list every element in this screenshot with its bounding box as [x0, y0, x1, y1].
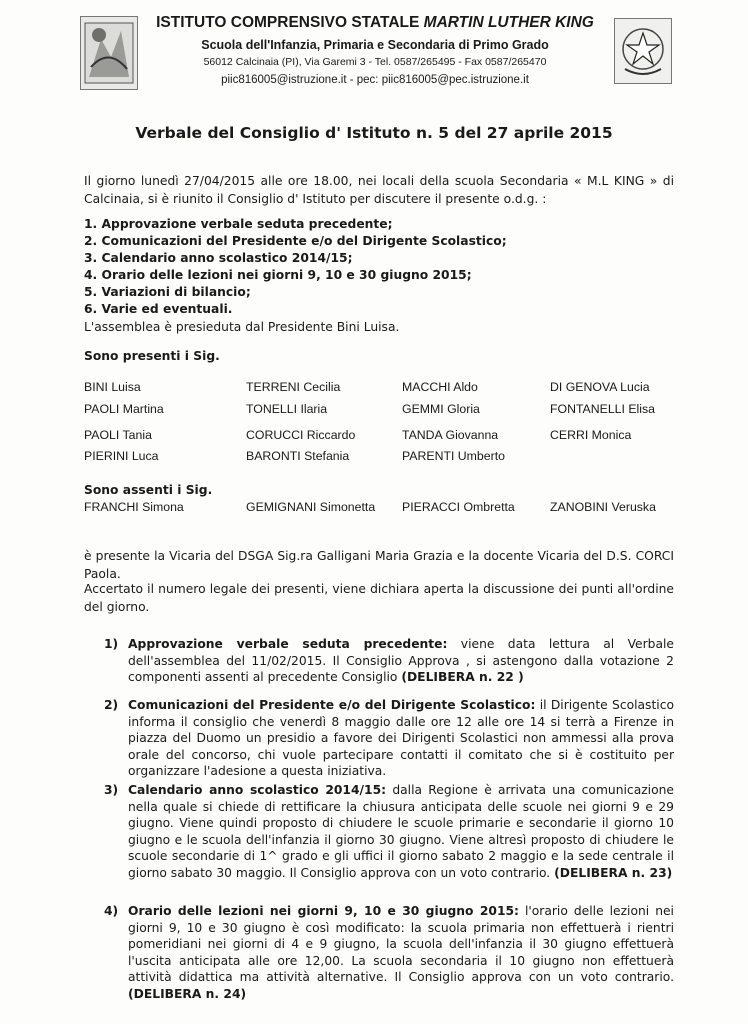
- discussion-item: [104, 636, 674, 686]
- item-delibera: (DELIBERA n. 22 ): [401, 670, 524, 684]
- item-heading: Comunicazioni del Presidente e/o del Dirigente Scolastico:: [128, 698, 536, 712]
- item-delibera: (DELIBERA n. 24): [128, 986, 247, 1001]
- absent-member: PIERACCI Ombretta: [402, 500, 515, 514]
- discussion-item: [104, 697, 674, 780]
- absent-member: FRANCHI Simona: [84, 500, 184, 514]
- document-title: Verbale del Consiglio d' Istituto n. 5 del 27 aprile 2015: [135, 124, 613, 142]
- agenda-item: 6. Varie ed eventuali.: [84, 302, 233, 316]
- item-text: il Dirigente Scolastico informa il consiglio che venerdì 8 maggio dalle ore 12 alle ore 14 si terrà a Firenze in piazza del Duomo un presidio a favore dei Dirigenti Scolastici non ammessi alla prova orale del concorso, chi vuole partecipare contatti il comitato che si è costituito per organizzare l'adesione a questa iniziativa.: [128, 698, 674, 778]
- school-emails: piic816005@istruzione.it - pec: piic816005@pec.istruzione.it: [221, 74, 529, 86]
- quorum-paragraph: Accertato il numero legale dei presenti, viene dichiara aperta la discussione dei punti all'ordine del giorno.: [84, 582, 674, 614]
- agenda-list: [84, 216, 507, 318]
- item-number: 2): [104, 698, 119, 712]
- item-number: 4): [104, 904, 119, 918]
- present-member: CORUCCI Riccardo: [246, 428, 356, 442]
- item-number: 1): [104, 637, 119, 651]
- present-member: FONTANELLI Elisa: [550, 402, 656, 416]
- item-text: viene data lettura al Verbale dell'assemblea del 11/02/2015. Il Consiglio Approva , si astengono dalla votazione 2 componenti assenti al precedente Consiglio: [128, 637, 674, 684]
- school-name-italic: MARTIN LUTHER KING: [423, 14, 594, 31]
- present-member: PAOLI Martina: [84, 402, 164, 416]
- republic-emblem: [614, 18, 672, 84]
- agenda-item: 1. Approvazione verbale seduta precedente;: [84, 217, 393, 231]
- present-member: PAOLI Tania: [84, 428, 152, 442]
- school-subtitle: Scuola dell'Infanzia, Primaria e Secondaria di Primo Grado: [201, 38, 549, 52]
- agenda-item: 3. Calendario anno scolastico 2014/15;: [84, 251, 353, 265]
- present-member: PARENTI Umberto: [402, 449, 505, 463]
- item-heading: Approvazione verbale seduta precedente:: [128, 637, 448, 651]
- agenda-item: 5. Variazioni di bilancio;: [84, 285, 251, 299]
- school-name-prefix: ISTITUTO COMPRENSIVO STATALE: [156, 14, 424, 31]
- absent-member: ZANOBINI Veruska: [550, 500, 656, 514]
- discussion-item: [104, 782, 674, 881]
- present-member: BINI Luisa: [84, 380, 141, 394]
- present-member: PIERINI Luca: [84, 449, 159, 463]
- present-member: BARONTI Stefania: [246, 449, 350, 463]
- present-member: TANDA Giovanna: [402, 428, 499, 442]
- discussion-item: [104, 903, 674, 1002]
- school-logo: [80, 16, 138, 90]
- present-heading: Sono presenti i Sig.: [84, 349, 220, 363]
- item-delibera: (DELIBERA n. 23): [554, 865, 673, 880]
- agenda-item: 2. Comunicazioni del Presidente e/o del Dirigente Scolastico;: [84, 234, 507, 248]
- school-name: [140, 14, 610, 32]
- absent-heading: Sono assenti i Sig.: [84, 483, 213, 497]
- item-text: dalla Regione è arrivata una comunicazione nella quale si chiede di rettificare la chiusura anticipata delle scuole nei giorni 9 e 29 giugno. Viene quindi proposto di chiudere le scuole primarie e secondarie il giorno 10 giugno e le scuola dell'infanzia il giorno 30 giugno. Viene altresì proposto di chiudere le scuole secondarie di 1^ grado e gli uffici il giorno sabato 2 maggio e la sede centrale il giorno sabato 30 maggio. Il Consiglio approva con un voto contrario.: [128, 783, 674, 880]
- agenda-item: 4. Orario delle lezioni nei giorni 9, 10 e 30 giugno 2015;: [84, 268, 472, 282]
- present-member: GEMMI Gloria: [402, 402, 480, 416]
- present-member: DI GENOVA Lucia: [550, 380, 650, 394]
- item-text: l'orario delle lezioni nei giorni 9, 10 e 30 giugno è così modificato: la scuola primaria non effettuerà i rientri pomeridiani nei giorni di 4 e 9 giugno, la scuola dell'infanzia il 30 giugno effettuerà l'uscita anticipata alle ore 12,00. La scuola secondaria il 10 giugno non effettuerà attività didattica ma attività alternative. Il Consiglio approva con un voto contrario.: [128, 904, 674, 984]
- item-number: 3): [104, 783, 119, 797]
- vicaria-paragraph: è presente la Vicaria del DSGA Sig.ra Galligani Maria Grazia e la docente Vicaria del D.S. CORCI Paola.: [84, 549, 674, 581]
- intro-paragraph: Il giorno lunedì 27/04/2015 alle ore 18.00, nei locali della scuola Secondaria « M.L KING » di Calcinaia, si è riunito il Consiglio d' Istituto per discutere il presente o.d.g. :: [84, 174, 674, 206]
- item-heading: Orario delle lezioni nei giorni 9, 10 e 30 giugno 2015:: [128, 904, 519, 918]
- present-member: MACCHI Aldo: [402, 380, 478, 394]
- item-heading: Calendario anno scolastico 2014/15:: [128, 783, 387, 797]
- present-member: TERRENI Cecilia: [246, 380, 341, 394]
- absent-member: GEMIGNANI Simonetta: [246, 500, 376, 514]
- present-member: TONELLI Ilaria: [246, 402, 328, 416]
- school-address: 56012 Calcinaia (PI), Via Garemi 3 - Tel. 0587/265495 - Fax 0587/265470: [203, 56, 547, 68]
- presided-by: L'assemblea è presieduta dal Presidente Bini Luisa.: [84, 320, 400, 334]
- present-member: CERRI Monica: [550, 428, 632, 442]
